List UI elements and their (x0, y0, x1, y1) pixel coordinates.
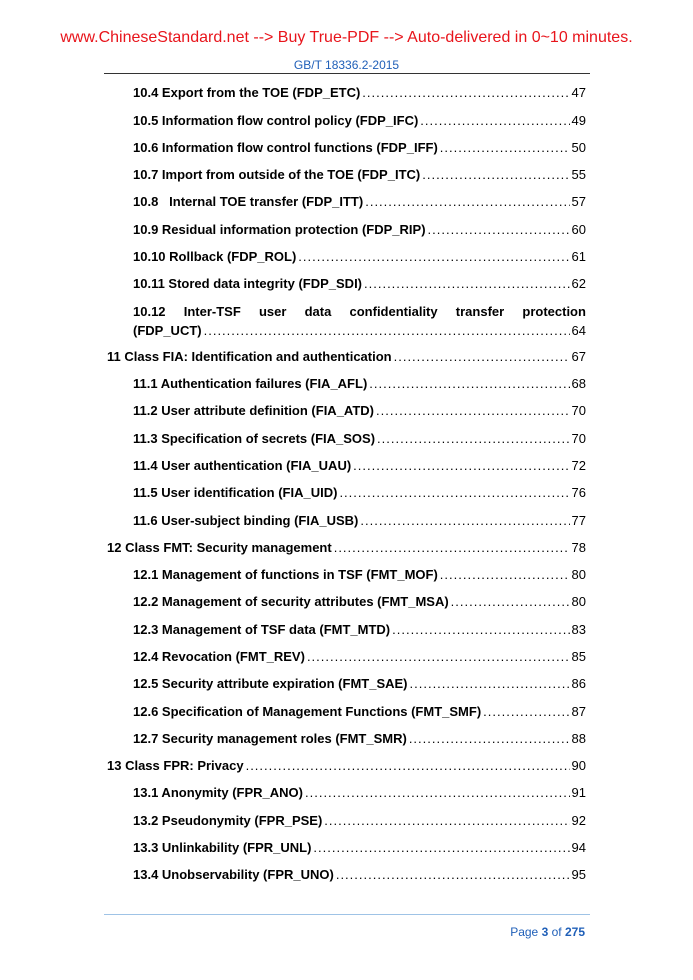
toc-entry-label: 13.3 Unlinkability (FPR_UNL) (133, 840, 312, 855)
toc-leader (420, 113, 569, 128)
toc-entry[interactable] (133, 785, 586, 800)
source-banner[interactable]: www.ChineseStandard.net --> Buy True-PDF --> Auto-delivered in 0~10 minutes. (60, 29, 633, 46)
toc-entry[interactable] (133, 676, 586, 691)
toc-leader (451, 594, 570, 609)
toc-entry-page: 61 (571, 249, 586, 264)
toc-leader (440, 140, 570, 155)
toc-entry-page: 95 (571, 867, 586, 882)
toc-leader (376, 403, 570, 418)
toc-leader (353, 458, 569, 473)
total-pages: 275 (564, 925, 585, 939)
toc-leader (307, 649, 570, 664)
toc-entry[interactable] (133, 649, 586, 664)
toc-leader (362, 85, 569, 100)
toc-entry-label: 11 Class FIA: Identification and authentication (107, 349, 392, 364)
toc-entry[interactable] (133, 567, 586, 582)
toc-entry-page: 67 (571, 349, 586, 364)
toc-leader (298, 249, 569, 264)
toc-leader (394, 349, 570, 364)
toc-entry[interactable] (133, 867, 586, 882)
toc-entry[interactable] (133, 194, 586, 209)
toc-entry-page: 55 (571, 167, 586, 182)
toc-leader (334, 540, 570, 555)
toc-word: transfer (455, 304, 505, 319)
toc-entry-page: 86 (571, 676, 586, 691)
toc-entry-page: 60 (571, 222, 586, 237)
toc-leader (483, 704, 569, 719)
toc-entry[interactable] (133, 813, 586, 828)
toc-leader (422, 167, 569, 182)
toc-leader (409, 731, 570, 746)
toc-entry[interactable] (133, 113, 586, 128)
toc-entry-page: 85 (571, 649, 586, 664)
toc-leader (428, 222, 570, 237)
toc-entry[interactable] (133, 431, 586, 446)
toc-entry-label: 13 Class FPR: Privacy (107, 758, 244, 773)
toc-entry-label: 12.5 Security attribute expiration (FMT_SAE) (133, 676, 408, 691)
toc-entry-label: 11.3 Specification of secrets (FIA_SOS) (133, 431, 376, 446)
toc-entry-page: 91 (571, 785, 586, 800)
toc-entry-label: 12 Class FMT: Security management (107, 540, 332, 555)
toc-entry[interactable] (133, 594, 586, 609)
toc-leader (305, 785, 570, 800)
toc-leader (365, 194, 569, 209)
toc-entry-label: 12.7 Security management roles (FMT_SMR) (133, 731, 407, 746)
toc-entry-label: 10.5 Information flow control policy (FDP_IFC) (133, 113, 419, 128)
toc-entry-label: 10.11 Stored data integrity (FDP_SDI) (133, 276, 363, 291)
toc-chapter[interactable] (107, 758, 586, 773)
toc-leader (204, 323, 570, 338)
toc-entry-page: 80 (571, 594, 586, 609)
toc-leader (410, 676, 570, 691)
toc-leader (392, 622, 569, 637)
toc-chapter[interactable] (107, 349, 586, 364)
toc-entry-label: 11.2 User attribute definition (FIA_ATD) (133, 403, 375, 418)
toc-word: 10.12 (133, 304, 166, 319)
toc-entry-page: 77 (571, 513, 586, 528)
toc-entry-label: 10.7 Import from outside of the TOE (FDP_ITC) (133, 167, 421, 182)
toc-entry-label: 12.6 Specification of Management Functions (FMT_SMF) (133, 704, 482, 719)
toc-entry[interactable] (133, 167, 586, 182)
header-divider (104, 73, 590, 74)
toc-leader (360, 513, 569, 528)
toc-entry[interactable] (133, 276, 586, 291)
toc-entry-label: 12.3 Management of TSF data (FMT_MTD) (133, 622, 391, 637)
toc-entry-page: 87 (571, 704, 586, 719)
toc-leader (246, 758, 570, 773)
toc-leader (364, 276, 570, 291)
toc-entry-label: 11.6 User-subject binding (FIA_USB) (133, 513, 359, 528)
toc-entry-page: 49 (571, 113, 586, 128)
toc-entry[interactable] (133, 840, 586, 855)
toc-entry-page: 64 (571, 323, 586, 338)
toc-entry-page: 70 (571, 431, 586, 446)
toc-chapter[interactable] (107, 540, 586, 555)
document-id: GB/T 18336.2-2015 (293, 58, 400, 72)
toc-entry-label (133, 304, 586, 319)
toc-entry-label: 11.5 User identification (FIA_UID) (133, 485, 338, 500)
toc-entry-label: 10.6 Information flow control functions (FDP_IFF) (133, 140, 438, 155)
toc-leader (440, 567, 570, 582)
toc-entry-label: 13.1 Anonymity (FPR_ANO) (133, 785, 303, 800)
toc-entry-label: 11.4 User authentication (FIA_UAU) (133, 458, 352, 473)
toc-word: user (258, 304, 287, 319)
toc-entry-label: 13.2 Pseudonymity (FPR_PSE) (133, 813, 323, 828)
toc-leader (377, 431, 570, 446)
toc-entry-page: 80 (571, 567, 586, 582)
toc-word: Inter-TSF (183, 304, 241, 319)
toc-entry[interactable] (133, 731, 586, 746)
toc-entry-label: 10.10 Rollback (FDP_ROL) (133, 249, 297, 264)
toc-entry-label: 11.1 Authentication failures (FIA_AFL) (133, 376, 368, 391)
toc-entry-page: 92 (571, 813, 586, 828)
toc-entry-page: 47 (571, 85, 586, 100)
toc-entry-label: 12.1 Management of functions in TSF (FMT_MOF) (133, 567, 438, 582)
toc-leader (313, 840, 569, 855)
toc-leader (339, 485, 569, 500)
toc-entry[interactable] (133, 376, 586, 391)
toc-entry[interactable] (133, 622, 586, 637)
toc-entry-page: 62 (571, 276, 586, 291)
toc-entry-page: 70 (571, 403, 586, 418)
toc-entry[interactable] (133, 513, 586, 528)
toc-entry[interactable] (133, 403, 586, 418)
toc-entry-label: 10.8 Internal TOE transfer (FDP_ITT) (133, 194, 364, 209)
toc-entry-page: 50 (571, 140, 586, 155)
toc-entry-page: 72 (571, 458, 586, 473)
toc-entry-page: 57 (571, 194, 586, 209)
toc-entry-page: 83 (571, 622, 586, 637)
toc-word: confidentiality (349, 304, 438, 319)
toc-entry[interactable] (133, 485, 586, 500)
toc-entry-page: 94 (571, 840, 586, 855)
toc-leader (336, 867, 570, 882)
toc-entry[interactable] (133, 85, 586, 100)
toc-leader (324, 813, 569, 828)
toc-entry[interactable] (133, 222, 586, 237)
toc-entry[interactable] (133, 249, 586, 264)
footer-divider (104, 914, 590, 915)
page-indicator (510, 925, 585, 939)
toc-word: protection (522, 304, 586, 319)
toc-word: data (304, 304, 332, 319)
toc-entry[interactable] (133, 140, 586, 155)
toc-leader (369, 376, 569, 391)
current-page: 3 (541, 925, 549, 939)
toc-entry-label-cont: (FDP_UCT) (133, 323, 202, 338)
toc-entry-label: 10.4 Export from the TOE (FDP_ETC) (133, 85, 361, 100)
toc-entry-label: 13.4 Unobservability (FPR_UNO) (133, 867, 334, 882)
toc-entry-label: 12.4 Revocation (FMT_REV) (133, 649, 305, 664)
toc-entry[interactable] (133, 704, 586, 719)
toc-entry-page: 68 (571, 376, 586, 391)
page-of: of (551, 925, 562, 939)
toc-entry-label: 12.2 Management of security attributes (FMT_MSA) (133, 594, 449, 609)
toc-entry-page: 90 (571, 758, 586, 773)
toc-entry-label: 10.9 Residual information protection (FDP_RIP) (133, 222, 426, 237)
page-prefix: Page (510, 925, 539, 939)
toc-entry-page: 78 (571, 540, 586, 555)
toc-entry-page: 76 (571, 485, 586, 500)
toc-entry[interactable] (133, 458, 586, 473)
toc-entry-wrapped[interactable] (133, 304, 586, 338)
toc-entry-page: 88 (571, 731, 586, 746)
